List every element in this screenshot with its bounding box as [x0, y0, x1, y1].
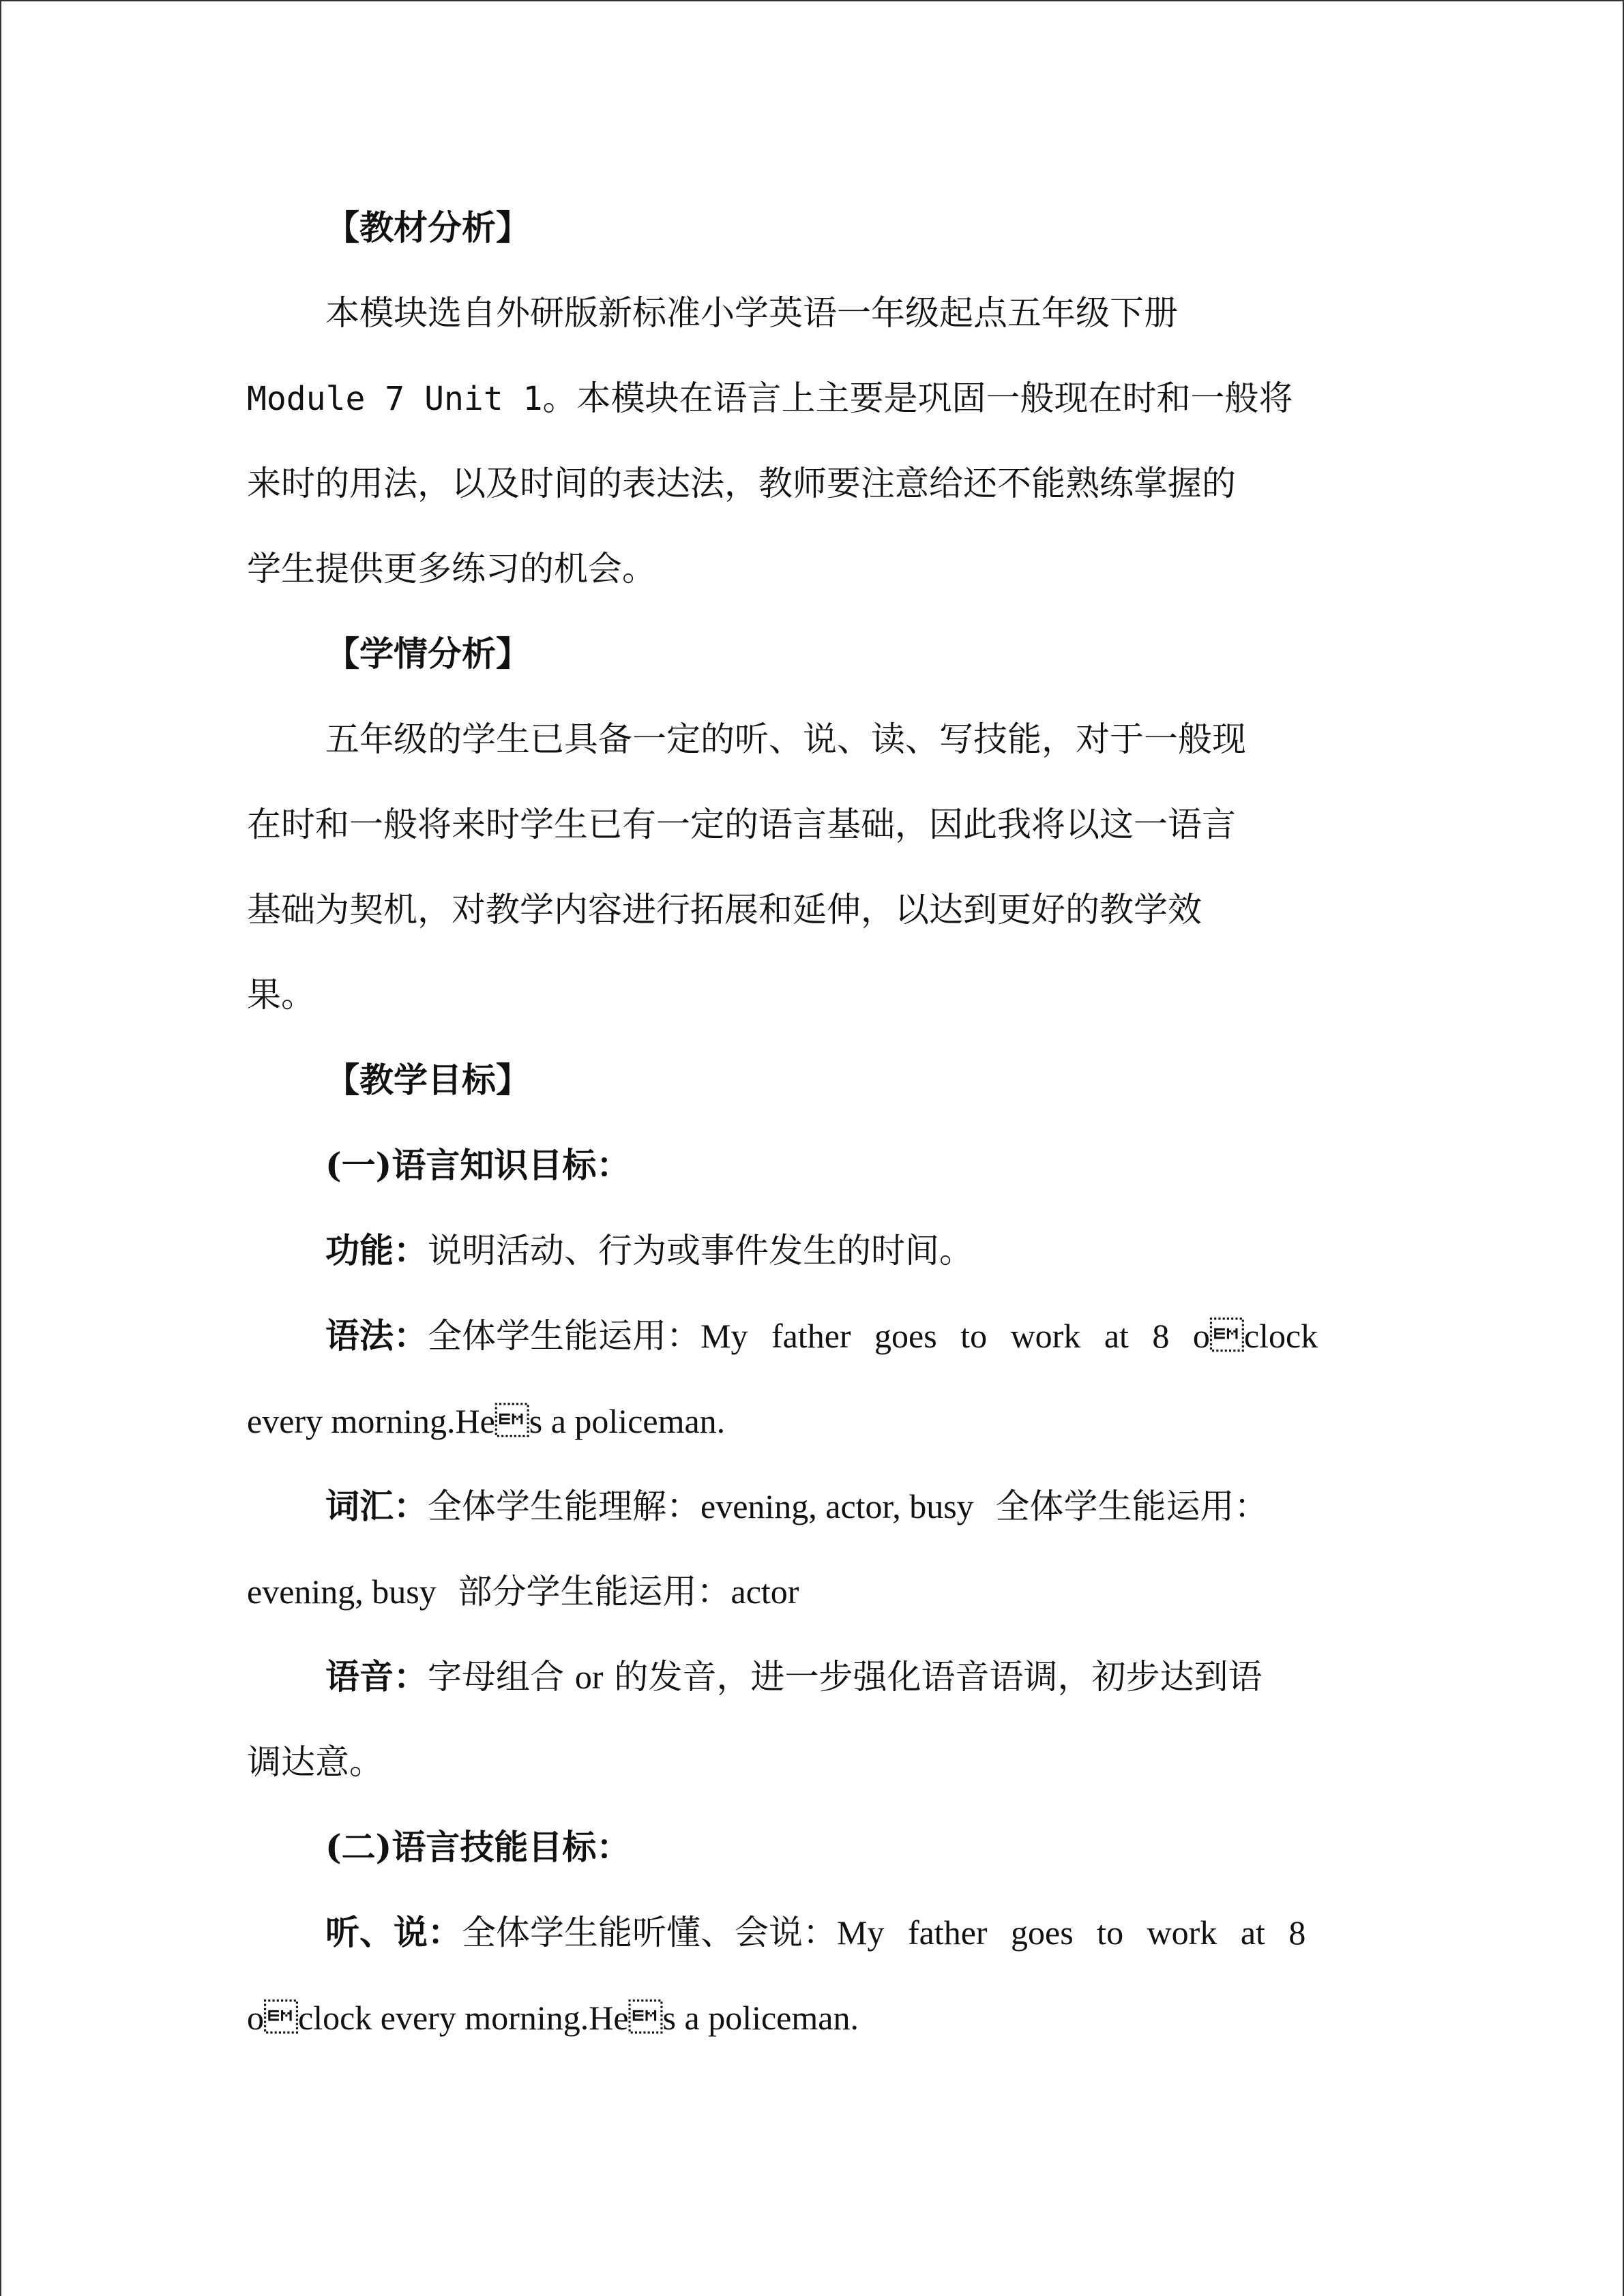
goal-text: 全体学生能听懂、会说： — [462, 1913, 837, 1952]
goal-vocabulary-continued — [247, 1570, 799, 1613]
goal-text: 部分学生能运用： — [458, 1572, 731, 1611]
paragraph-line: 在时和一般将来时学生已有一定的语言基础，因此我将以这一语言 — [247, 805, 1236, 844]
vocab-words: evening, busy — [247, 1572, 437, 1611]
goal-label: 语音： — [325, 1656, 428, 1697]
example-sentence: My father goes to work at 8 — [837, 1913, 1306, 1952]
module-reference: Module 7 Unit 1 — [247, 380, 543, 418]
example-sentence-continued: every morning.Hes a policeman. — [247, 1402, 726, 1440]
goal-text: 全体学生能运用： — [995, 1487, 1269, 1526]
goal-listening-speaking — [325, 1911, 1305, 1954]
example-sentence-continued: oclock every morning.Hes a policeman. — [247, 1999, 859, 2037]
paragraph-line: 来时的用法，以及时间的表达法，教师要注意给还不能熟练掌握的 — [247, 464, 1236, 503]
paragraph-text: 。本模块在语言上主要是巩固一般现在时和一般将 — [542, 378, 1293, 418]
goal-vocabulary — [325, 1485, 1268, 1528]
paragraph-line: 学生提供更多练习的机会。 — [247, 549, 656, 588]
paragraph-line: 果。 — [247, 975, 315, 1015]
example-sentence: My father goes to work at 8 oclock — [700, 1317, 1318, 1355]
goal-phonetics-continued: 调达意。 — [247, 1742, 383, 1782]
section-heading-teaching-goals: 【教学目标】 — [325, 1060, 530, 1100]
letter-combination: or — [574, 1658, 604, 1696]
paragraph-line: 五年级的学生已具备一定的听、说、读、写技能，对于一般现 — [325, 719, 1246, 759]
section-heading-textbook-analysis: 【教材分析】 — [325, 207, 530, 248]
subheading-text: (二)语言技能目标： — [325, 1827, 631, 1867]
goal-label: 语法： — [325, 1315, 428, 1356]
paragraph-line: 本模块选自外研版新标准小学英语一年级起点五年级下册 — [325, 293, 1178, 333]
vocab-words: evening, actor, busy — [700, 1487, 974, 1525]
goal-label: 听、说： — [325, 1912, 462, 1952]
goal-text: 说明活动、行为或事件发生的时间。 — [428, 1231, 973, 1270]
subheading-text: (一)语言知识目标： — [325, 1145, 631, 1185]
section-heading-student-analysis: 【学情分析】 — [325, 633, 530, 674]
subheading-language-knowledge — [325, 1144, 630, 1187]
paragraph-line: 基础为契机，对教学内容进行拓展和延伸，以达到更好的教学效 — [247, 890, 1202, 929]
goal-text: 的发音，进一步强化语音语调，初步达到语 — [614, 1657, 1263, 1697]
goal-label: 功能： — [325, 1230, 428, 1270]
goal-text: 全体学生能运用： — [428, 1316, 700, 1356]
goal-text: 全体学生能理解： — [428, 1487, 700, 1526]
goal-label: 词汇： — [325, 1486, 428, 1526]
goal-function — [325, 1229, 973, 1272]
paragraph-line — [247, 376, 1293, 421]
goal-grammar — [325, 1314, 1318, 1358]
goal-text: 字母组合 — [428, 1657, 564, 1697]
vocab-words: actor — [730, 1572, 799, 1611]
subheading-language-skills — [325, 1825, 630, 1869]
goal-phonetics — [325, 1655, 1262, 1699]
